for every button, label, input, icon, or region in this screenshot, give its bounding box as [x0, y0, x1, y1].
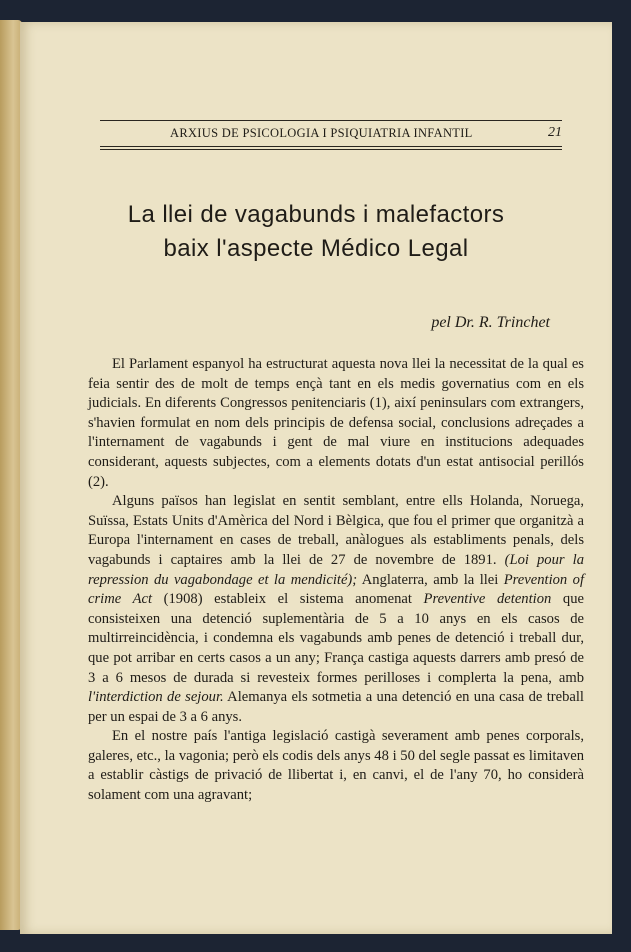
paragraph-2-italic-d: l'interdiction de sejour. — [88, 689, 224, 706]
paragraph-2-text-c: (1908) estableix el sistema anomenat — [152, 591, 424, 608]
running-head — [100, 120, 562, 150]
article-title-line-2: baix l'aspecte Médico Legal — [163, 235, 469, 262]
header-rule-top — [100, 120, 562, 121]
book-spine-edge — [0, 20, 22, 930]
paragraph-1: El Parlament espanyol ha estructurat aquesta nova llei la necessitat de la qual es feia sentir des de molt de temps ençà tant en els medis governatius com en els judicials. En diferents Congressos penitenciaris (1), així peninsulars com extrangers, s'havien formulat en nom dels principis de defensa social, conclusions adreçades a l'internament de vagabunds i gent de mal viure en institucions adequades considerant, aquests subjectes, com a elements dotats d'un estat antisocial perillós (2). — [88, 356, 584, 490]
paragraph-2-text-b: Anglaterra, amb la llei — [357, 571, 504, 588]
journal-title: ARXIUS DE PSICOLOGIA I PSIQUIATRIA INFANTIL — [170, 126, 473, 140]
page-number: 21 — [548, 125, 562, 140]
paragraph-2-text-a: Alguns països han legislat en sentit semblant, entre ells Holanda, Noruega, Suïssa, Estats Units d'Amèrica del Nord i Bèlgica, que fou el primer que organitzà a Europa l'internament en cases de treball, anàlogues als establiments penals, dels vagabunds i captaires amb la llei de 27 de novembre de 1891. — [88, 493, 584, 568]
paragraph-2-italic-c: Preventive detention — [423, 591, 552, 608]
header-rule-bottom — [100, 146, 562, 147]
header-rule-bottom-double — [100, 149, 562, 150]
article-title-line-1: La llei de vagabunds i malefactors — [127, 201, 505, 228]
article-author: pel Dr. R. Trinchet — [431, 314, 550, 331]
paragraph-2-italic-b: Prevention of crime Act — [88, 571, 584, 608]
article-title — [50, 198, 582, 266]
book-page — [20, 22, 612, 934]
paragraph-2-text-e: Alemanya els sotmetia a una detenció en una casa de treball per un espai de 3 a 6 anys. — [88, 689, 584, 725]
paragraph-3: En el nostre país l'antiga legislació castigà severament amb penes corporals, galeres, etc., la vagonia; però els codis dels anys 48 i 50 del segle passat es limitaven a establir càstigs de privació de llibertat i, en canvi, el de l'any 70, ho considerà solament com una agravant; — [88, 728, 584, 804]
paragraph-2-text-d: que consisteixen una detenció suplementària de 5 a 10 anys en els casos de multirreincidència, i condemna els vagabunds amb penes de detenció i treball dur, que pot arribar en certs casos a un any; França castiga aquests darrers amb presó de 3 a 6 mesos de durada si revesteix formes perilloses i complerta la pena, amb — [88, 591, 584, 686]
paragraph-2-italic-a: (Loi pour la repression du vagabondage et la mendicité); — [88, 551, 585, 588]
paragraph-2 — [88, 492, 584, 727]
article-body — [88, 355, 584, 806]
